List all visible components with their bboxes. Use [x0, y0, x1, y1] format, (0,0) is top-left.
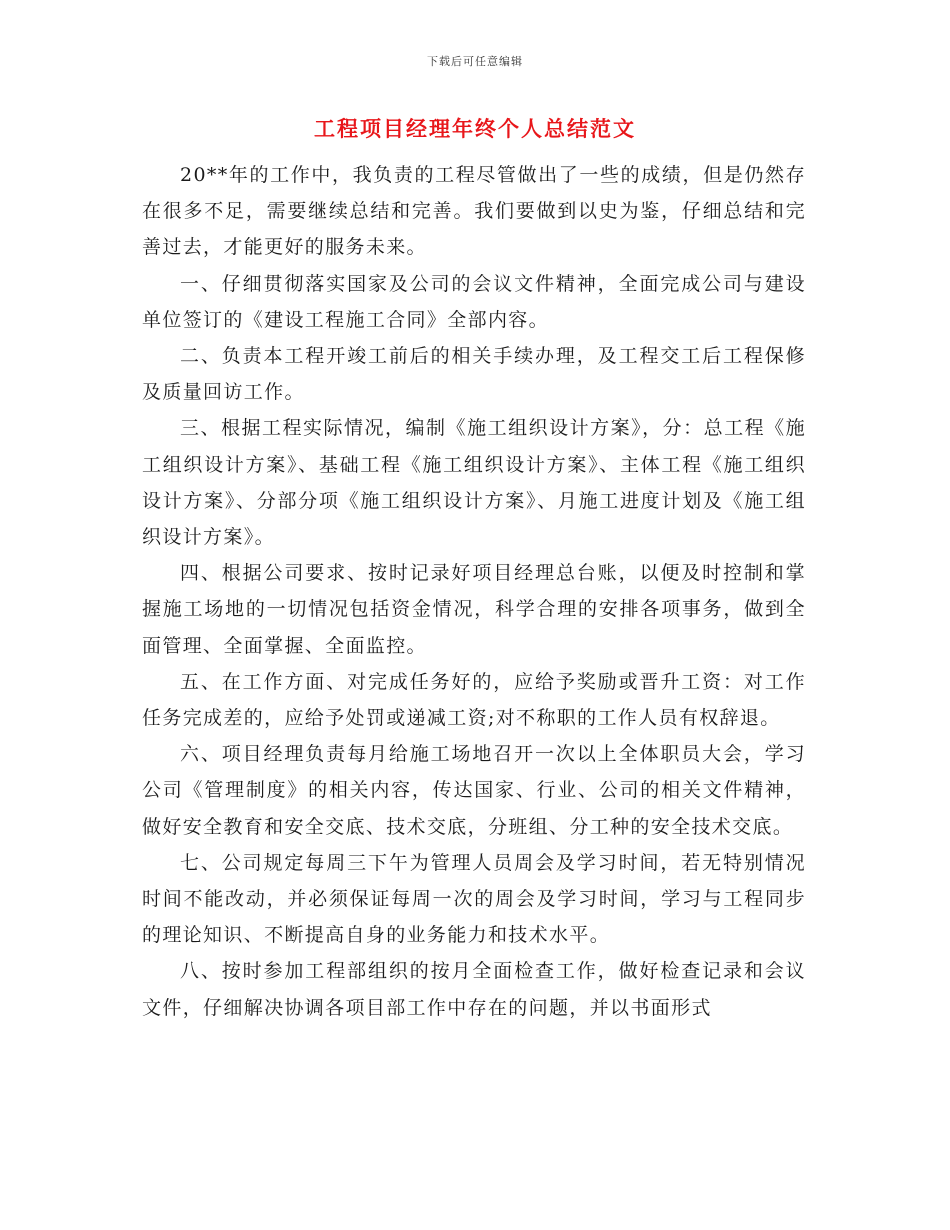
- paragraph-item-3: 三、根据工程实际情况，编制《施工组织设计方案》，分：总工程《施工组织设计方案》、基础工程《施工组织设计方案》、主体工程《施工组织设计方案》、分部分项《施工组织设计方案》、月施工进度计划及《施工组织设计方案》。: [142, 417, 806, 549]
- paragraph-item-1: 一、仔细贯彻落实国家及公司的会议文件精神，全面完成公司与建设单位签订的《建设工程施工合同》全部内容。: [142, 272, 806, 331]
- paragraph-item-8: 八、按时参加工程部组织的按月全面检查工作，做好检查记录和会议文件，仔细解决协调各项目部工作中存在的问题，并以书面形式: [142, 960, 806, 1019]
- paragraph-item-5: 五、在工作方面、对完成任务好的，应给予奖励或晋升工资：对工作任务完成差的，应给予处罚或递减工资;对不称职的工作人员有权辞退。: [142, 670, 806, 730]
- page-header: 下载后可任意编辑: [427, 55, 523, 68]
- paragraph-item-7: 七、公司规定每周三下午为管理人员周会及学习时间，若无特别情况时间不能改动，并必须保证每周一次的周会及学习时间，学习与工程同步的理论知识、不断提高自身的业务能力和技术水平。: [142, 851, 806, 947]
- paragraph-intro: 20**年的工作中，我负责的工程尽管做出了一些的成绩，但是仍然存在很多不足，需要继续总结和完善。我们要做到以史为鉴，仔细总结和完善过去，才能更好的服务未来。: [142, 164, 806, 259]
- paragraph-item-4: 四、根据公司要求、按时记录好项目经理总台账，以便及时控制和掌握施工场地的一切情况包括资金情况，科学合理的安排各项事务，做到全面管理、全面掌握、全面监控。: [142, 562, 806, 657]
- paragraph-item-2: 二、负责本工程开竣工前后的相关手续办理，及工程交工后工程保修及质量回访工作。: [142, 345, 806, 404]
- document-body: [142, 157, 806, 1026]
- paragraph-item-6: 六、项目经理负责每月给施工场地召开一次以上全体职员大会，学习公司《管理制度》的相关内容，传达国家、行业、公司的相关文件精神，做好安全教育和安全交底、技术交底，分班组、分工种的安全技术交底。: [142, 743, 806, 838]
- document-title: 工程项目经理年终个人总结范文: [314, 117, 636, 141]
